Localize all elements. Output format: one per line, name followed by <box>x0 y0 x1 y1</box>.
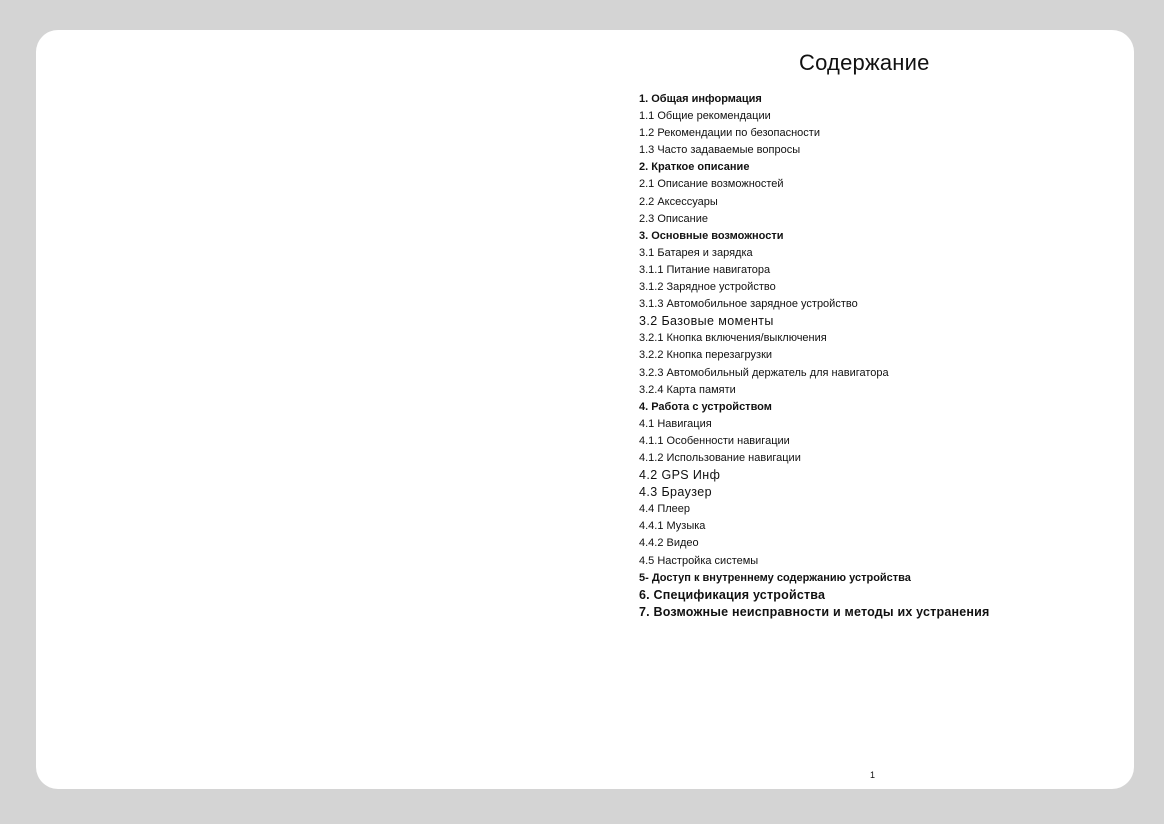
toc-entry: 3. Основные возможности <box>639 229 784 242</box>
toc-entry: 5- Доступ к внутреннему содержанию устройства <box>639 571 911 584</box>
table-of-contents <box>639 91 990 621</box>
toc-entry: 4.1 Навигация <box>639 417 712 430</box>
toc-entry: 3.2.1 Кнопка включения/выключения <box>639 332 827 345</box>
toc-entry: 3.2.4 Карта памяти <box>639 383 736 396</box>
toc-entry: 3.1.3 Автомобильное зарядное устройство <box>639 298 858 311</box>
toc-entry: 1.2 Рекомендации по безопасности <box>639 127 820 140</box>
toc-entry: 4.5 Настройка системы <box>639 554 759 567</box>
toc-entry: 4.1.2 Использование навигации <box>639 451 801 464</box>
toc-entry: 2.2 Аксессуары <box>639 195 718 208</box>
toc-entry: 4.3 Браузер <box>639 485 712 500</box>
toc-entry: 1.1 Общие рекомендации <box>639 110 771 123</box>
toc-entry: 3.2 Базовые моменты <box>639 314 774 329</box>
toc-entry: 3.1 Батарея и зарядка <box>639 246 753 259</box>
page-title: Содержание <box>799 50 930 75</box>
toc-entry: 1. Общая информация <box>639 93 762 105</box>
toc-entry: 2.3 Описание <box>639 212 708 225</box>
toc-entry: 6. Спецификация устройства <box>639 587 826 602</box>
toc-entry: 4.4 Плеер <box>639 503 691 516</box>
toc-entry: 4.4.1 Музыка <box>639 520 706 533</box>
toc-entry: 4.1.1 Особенности навигации <box>639 434 790 447</box>
toc-entry: 2.1 Описание возможностей <box>639 178 784 191</box>
toc-entry: 3.1.1 Питание навигатора <box>639 263 771 276</box>
page-number: 1 <box>870 770 876 780</box>
toc-entry: 3.2.2 Кнопка перезагрузки <box>639 349 773 362</box>
document-page <box>36 30 1134 789</box>
toc-entry: 2. Краткое описание <box>639 161 750 174</box>
toc-entry: 3.2.3 Автомобильный держатель для навигатора <box>639 366 889 379</box>
toc-entry: 4. Работа с устройством <box>639 400 772 413</box>
toc-entry: 4.4.2 Видео <box>639 537 699 550</box>
toc-entry: 3.1.2 Зарядное устройство <box>639 281 776 294</box>
toc-entry: 1.3 Часто задаваемые вопросы <box>639 144 801 157</box>
toc-entry: 7. Возможные неисправности и методы их устранения <box>639 604 990 619</box>
toc-entry: 4.2 GPS Инф <box>639 468 721 483</box>
